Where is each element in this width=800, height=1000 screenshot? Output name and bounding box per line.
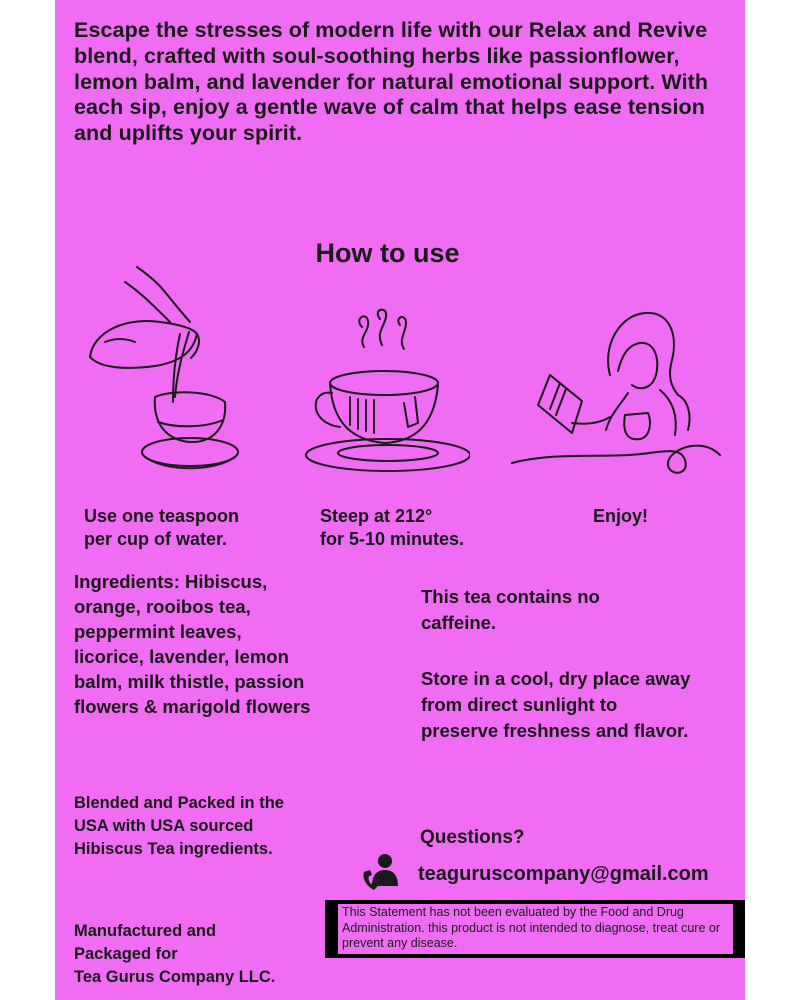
caffeine-line2: caffeine. <box>421 611 497 633</box>
storage-line1: Store in a cool, dry place away <box>421 668 691 689</box>
how-to-use-title: How to use <box>315 238 460 268</box>
step-2-line1: Steep at 212° <box>320 506 433 526</box>
ingredients-text: Ingredients: Hibiscus, orange, rooibos tea, peppermint leaves, licorice, lavender, lemon balm, milk thistle, passion flowers & marigold flowers <box>74 571 311 717</box>
storage-line2: from direct sunlight to <box>421 693 618 715</box>
tea-cup-icon <box>300 305 470 480</box>
step-1-line1: Use one teaspoon <box>84 506 240 526</box>
step-2-line2: for 5-10 minutes. <box>320 529 465 550</box>
step-3-text <box>593 505 648 528</box>
storage-text <box>421 666 690 744</box>
email-link[interactable]: teaguruscompany@gmail.com <box>418 863 709 885</box>
caffeine-text <box>421 584 600 636</box>
manufacturer-line2: Packaged for <box>74 945 178 964</box>
manufacturer-text <box>74 920 324 989</box>
step-2-text <box>320 505 464 552</box>
caffeine-line1: This tea contains no <box>421 586 600 607</box>
disclaimer-box <box>325 900 745 958</box>
manufacturer-line3: Tea Gurus Company LLC. <box>74 968 276 987</box>
contact-icon <box>360 852 402 894</box>
questions-label: Questions? <box>420 827 525 848</box>
woman-reading-icon <box>510 305 725 480</box>
storage-line3: preserve freshness and flavor. <box>421 719 689 741</box>
step-3-line1: Enjoy! <box>593 506 649 526</box>
step-1-text <box>84 505 239 552</box>
blended-text: Blended and Packed in the USA with USA sourced Hibiscus Tea ingredients. <box>74 794 284 859</box>
manufacturer-line1: Manufactured and <box>74 922 217 940</box>
disclaimer-text: This Statement has not been evaluated by the Food and Drug Administration. this product is not intended to diagnose, treat cure or prevent any disease. <box>338 904 733 954</box>
pouring-tea-icon <box>85 262 245 477</box>
intro-text: Escape the stresses of modern life with our Relax and Revive blend, crafted with soul-soothing herbs like passionflower, lemon balm, and lavender for natural emotional support. With each sip, enjoy a gentle wave of calm that helps ease tension and uplifts your spirit. <box>74 18 709 146</box>
step-1-line2: per cup of water. <box>84 529 228 550</box>
